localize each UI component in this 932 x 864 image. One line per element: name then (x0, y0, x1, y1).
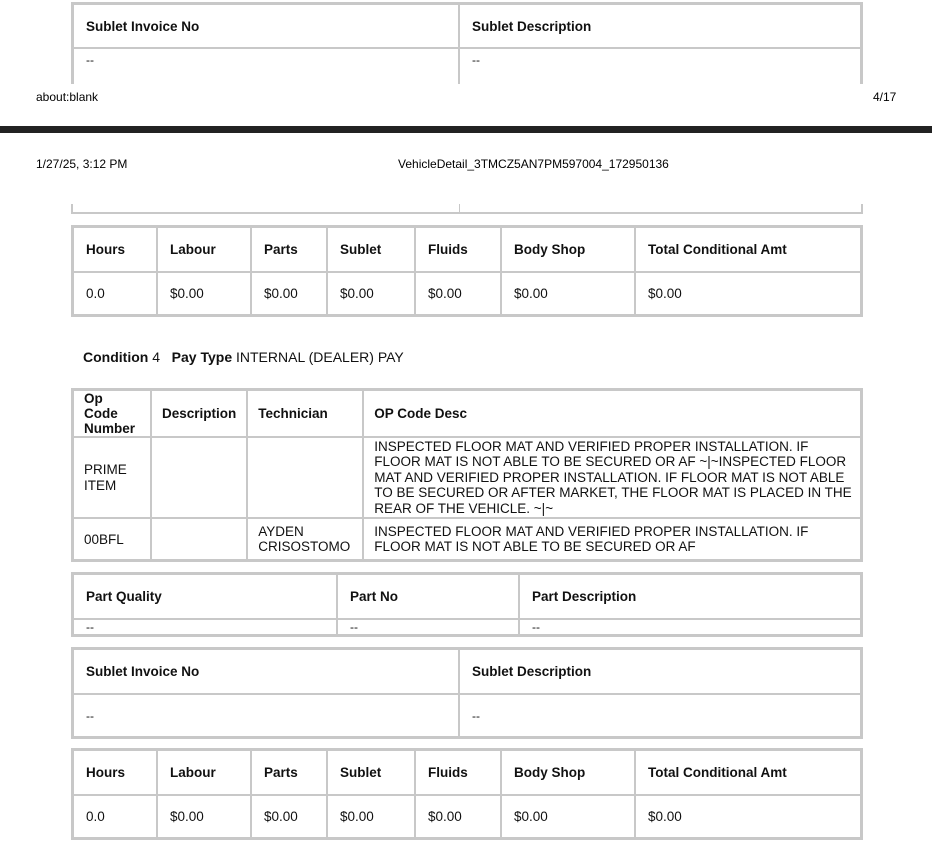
condition-number: 4 (152, 349, 160, 365)
col-description: Description (151, 390, 247, 437)
totals-table-2 (71, 748, 863, 840)
col-labour: Labour (157, 750, 251, 795)
col-hours: Hours (73, 750, 157, 795)
col-fluids: Fluids (415, 750, 501, 795)
sublet-table (71, 647, 863, 739)
top-sublet-table (71, 2, 863, 84)
col-sublet-description: Sublet Description (459, 649, 861, 694)
description-value (151, 437, 247, 518)
col-op-code-desc: OP Code Desc (363, 390, 861, 437)
op-code-desc-value: INSPECTED FLOOR MAT AND VERIFIED PROPER INSTALLATION. IF FLOOR MAT IS NOT ABLE TO BE SECURED OR AF ~|~INSPECTED FLOOR MAT AND VERIFIED PROPER INSTALLATION. IF FLOOR MAT IS NOT ABLE TO BE SECURED OR AFTER MARKET, THE FLOOR MAT IS PLACED IN THE REAR OF THE VEHICLE. ~|~ (363, 437, 861, 518)
totals-table-1 (71, 225, 863, 317)
body-shop-value: $0.00 (501, 272, 635, 315)
technician-value: AYDEN CRISOSTOMO (247, 518, 363, 560)
col-sublet-invoice-no: Sublet Invoice No (73, 4, 459, 48)
footer-url: about:blank (36, 90, 99, 104)
col-part-quality: Part Quality (73, 574, 337, 619)
sublet-invoice-value: -- (73, 48, 459, 84)
pay-type-value: INTERNAL (DEALER) PAY (236, 349, 404, 365)
sublet-description-value: -- (459, 694, 861, 737)
op-code-desc-value: INSPECTED FLOOR MAT AND VERIFIED PROPER INSTALLATION. IF FLOOR MAT IS NOT ABLE TO BE SECURED OR AF (363, 518, 861, 560)
continued-table-edge (71, 204, 863, 214)
col-total-conditional-amt: Total Conditional Amt (635, 750, 861, 795)
sublet-description-value: -- (459, 48, 861, 84)
condition-label: Condition (83, 349, 149, 365)
parts-value: $0.00 (251, 272, 327, 315)
col-part-description: Part Description (519, 574, 861, 619)
col-sublet: Sublet (327, 750, 415, 795)
parts-table (71, 572, 863, 637)
part-no-value: -- (337, 619, 519, 635)
col-technician: Technician (247, 390, 363, 437)
col-sublet: Sublet (327, 227, 415, 272)
opcode-table (71, 388, 863, 562)
technician-value (247, 437, 363, 518)
sublet-value: $0.00 (327, 272, 415, 315)
col-total-conditional-amt: Total Conditional Amt (635, 227, 861, 272)
col-op-code-number: Op Code Number (73, 390, 151, 437)
col-body-shop: Body Shop (501, 750, 635, 795)
total-conditional-amt-value: $0.00 (635, 795, 861, 838)
sublet-invoice-value: -- (73, 694, 459, 737)
fluids-value: $0.00 (415, 272, 501, 315)
hours-value: 0.0 (73, 795, 157, 838)
total-conditional-amt-value: $0.00 (635, 272, 861, 315)
col-parts: Parts (251, 750, 327, 795)
fluids-value: $0.00 (415, 795, 501, 838)
col-part-no: Part No (337, 574, 519, 619)
labour-value: $0.00 (157, 272, 251, 315)
body-shop-value: $0.00 (501, 795, 635, 838)
hours-value: 0.0 (73, 272, 157, 315)
op-code-value: PRIME ITEM (73, 437, 151, 518)
sublet-value: $0.00 (327, 795, 415, 838)
col-fluids: Fluids (415, 227, 501, 272)
condition-heading (83, 349, 404, 365)
part-quality-value: -- (73, 619, 337, 635)
parts-value: $0.00 (251, 795, 327, 838)
op-code-value: 00BFL (73, 518, 151, 560)
table-row (73, 518, 861, 560)
col-sublet-description: Sublet Description (459, 4, 861, 48)
col-hours: Hours (73, 227, 157, 272)
header-datetime: 1/27/25, 3:12 PM (36, 157, 128, 171)
labour-value: $0.00 (157, 795, 251, 838)
col-labour: Labour (157, 227, 251, 272)
pay-type-label: Pay Type (171, 349, 233, 365)
footer-page-number: 4/17 (873, 90, 897, 104)
part-description-value: -- (519, 619, 861, 635)
col-sublet-invoice-no: Sublet Invoice No (73, 649, 459, 694)
page-break-divider (0, 126, 932, 133)
col-body-shop: Body Shop (501, 227, 635, 272)
description-value (151, 518, 247, 560)
col-parts: Parts (251, 227, 327, 272)
table-row (73, 437, 861, 518)
header-doc-title: VehicleDetail_3TMCZ5AN7PM597004_172950136 (398, 157, 669, 171)
